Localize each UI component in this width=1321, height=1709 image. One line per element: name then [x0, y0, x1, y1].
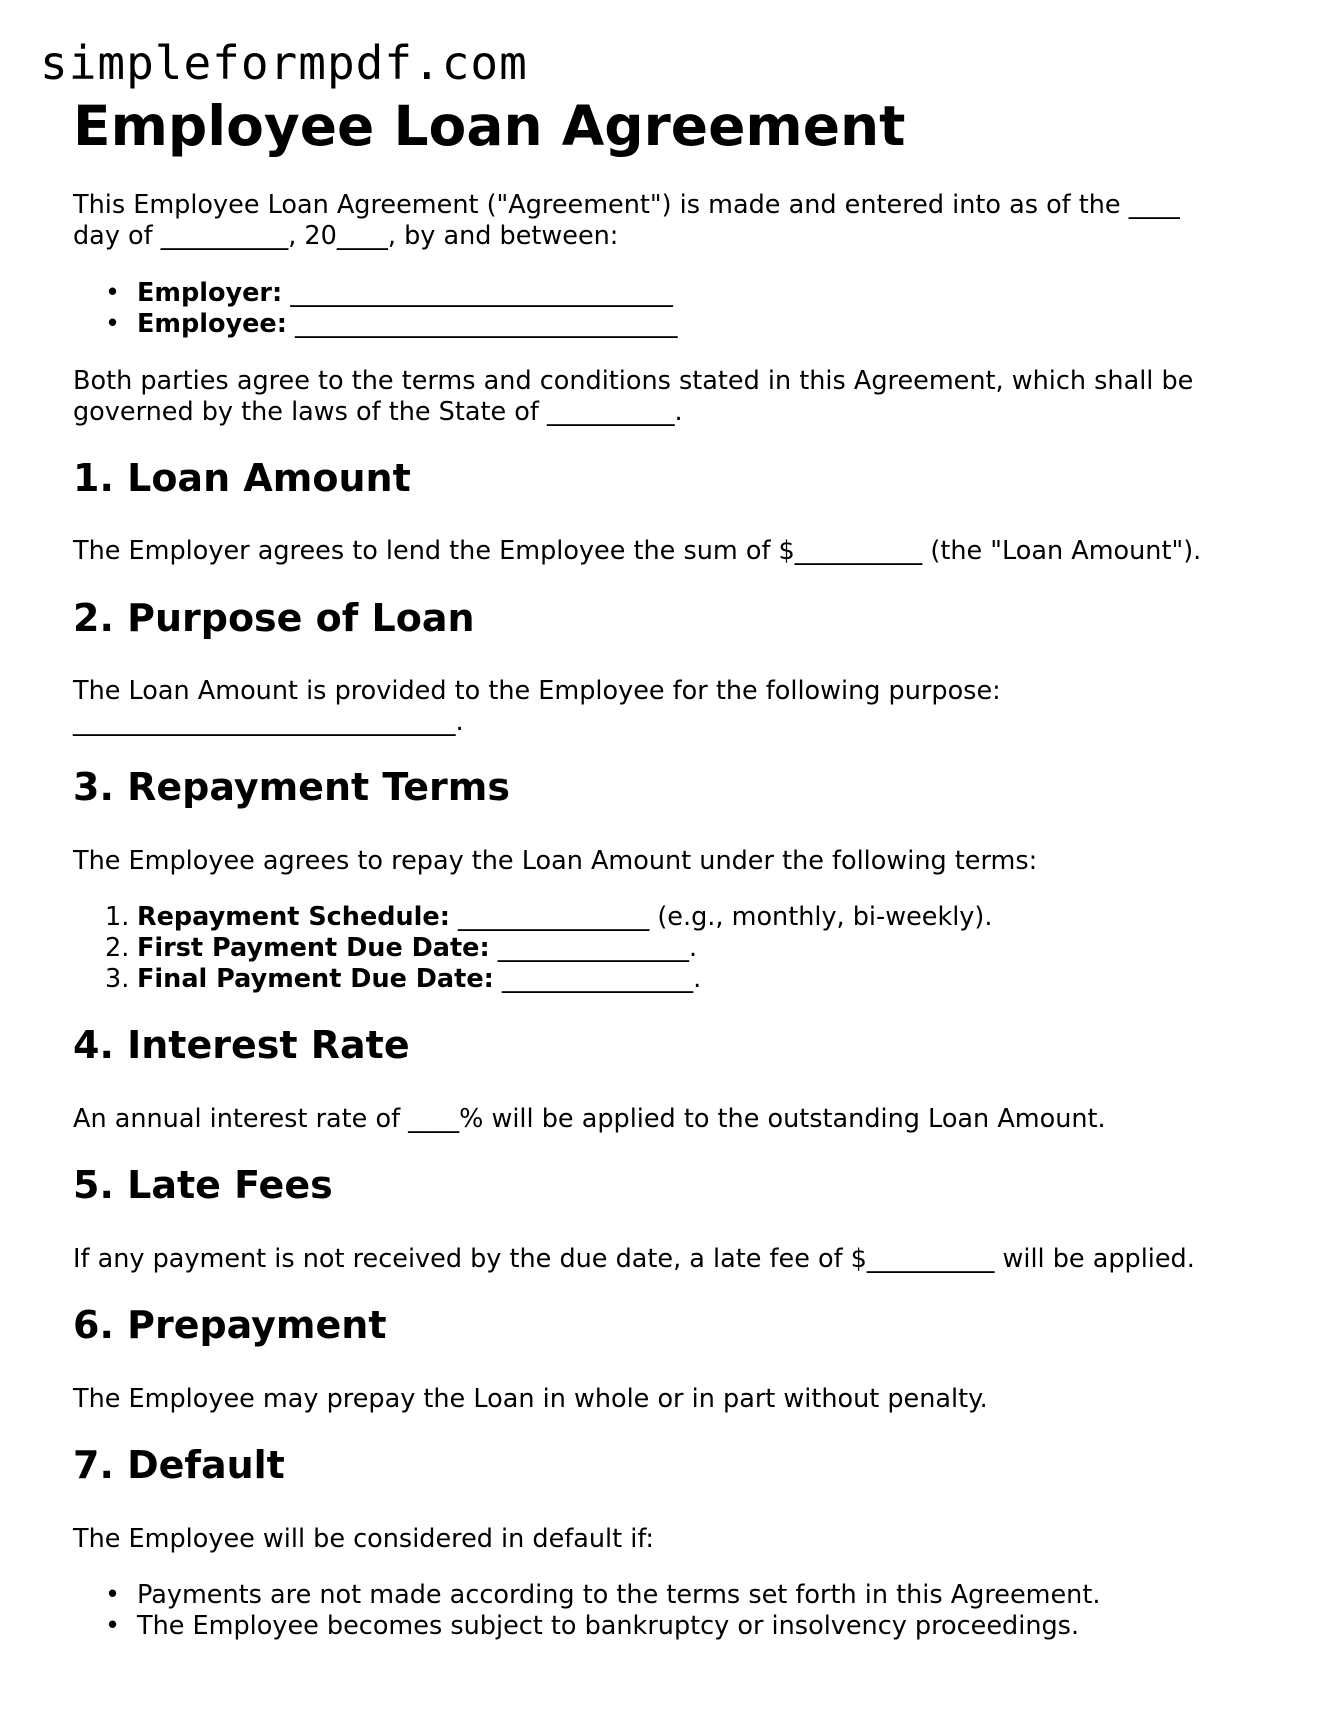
employer-blank: ______________________________ — [290, 278, 673, 308]
section-body: The Loan Amount is provided to the Employee for the following purpose: — [73, 676, 1001, 706]
intro-line-1: This Employee Loan Agreement ("Agreement") is made and entered into as of the ____ — [73, 190, 1180, 220]
list-item — [73, 902, 992, 933]
list-item — [73, 278, 678, 309]
parties-list — [73, 278, 678, 340]
document-title: Employee Loan Agreement — [73, 94, 906, 158]
list-item-text: _______________. — [493, 964, 702, 994]
list-item — [73, 964, 992, 995]
section-body: The Employee agrees to repay the Loan Amount under the following terms: — [73, 846, 1038, 876]
list-item-text: The Employee becomes subject to bankruptcy or insolvency proceedings. — [137, 1611, 1080, 1641]
employer-label: Employer: — [137, 278, 283, 308]
bullet-icon: • — [105, 1611, 121, 1641]
section-heading: 7. Default — [73, 1443, 285, 1487]
section-body: The Employee will be considered in default if: — [73, 1524, 654, 1554]
list-item — [73, 309, 678, 340]
employee-label: Employee: — [137, 309, 287, 339]
section-heading: 2. Purpose of Loan — [73, 596, 475, 640]
list-item-text: _______________ (e.g., monthly, bi-weekly). — [449, 902, 993, 932]
bullet-icon: • — [105, 278, 121, 308]
section-body: The Employer agrees to lend the Employee the sum of $__________ (the "Loan Amount"). — [73, 536, 1202, 566]
intro-line-2: day of __________, 20____, by and between: — [73, 221, 619, 251]
list-item — [73, 1580, 1100, 1611]
section-body: The Employee may prepay the Loan in whole or in part without penalty. — [73, 1384, 988, 1414]
default-list — [73, 1580, 1100, 1642]
list-number: 1. — [105, 902, 130, 932]
list-number: 3. — [105, 964, 130, 994]
agree-line-2: governed by the laws of the State of __________. — [73, 397, 683, 427]
repayment-list — [73, 902, 992, 995]
section-heading: 1. Loan Amount — [73, 456, 411, 500]
list-item-text: Payments are not made according to the terms set forth in this Agreement. — [137, 1580, 1101, 1610]
list-item — [73, 933, 992, 964]
list-item — [73, 1611, 1100, 1642]
list-item-label: First Payment Due Date: — [137, 933, 490, 963]
list-number: 2. — [105, 933, 130, 963]
list-item-label: Repayment Schedule: — [137, 902, 450, 932]
employee-blank: ______________________________ — [295, 309, 678, 339]
section-body: If any payment is not received by the due date, a late fee of $__________ will be applied. — [73, 1244, 1195, 1274]
section-heading: 4. Interest Rate — [73, 1023, 410, 1067]
list-item-label: Final Payment Due Date: — [137, 964, 494, 994]
watermark: simpleformpdf.com — [40, 36, 528, 90]
section-body: ______________________________. — [73, 707, 464, 737]
bullet-icon: • — [105, 1580, 121, 1610]
section-heading: 5. Late Fees — [73, 1163, 333, 1207]
section-heading: 3. Repayment Terms — [73, 765, 510, 809]
section-body: An annual interest rate of ____% will be applied to the outstanding Loan Amount. — [73, 1104, 1106, 1134]
section-heading: 6. Prepayment — [73, 1303, 387, 1347]
list-item-text: _______________. — [489, 933, 698, 963]
agree-line-1: Both parties agree to the terms and conditions stated in this Agreement, which shall be — [73, 366, 1194, 396]
bullet-icon: • — [105, 309, 121, 339]
